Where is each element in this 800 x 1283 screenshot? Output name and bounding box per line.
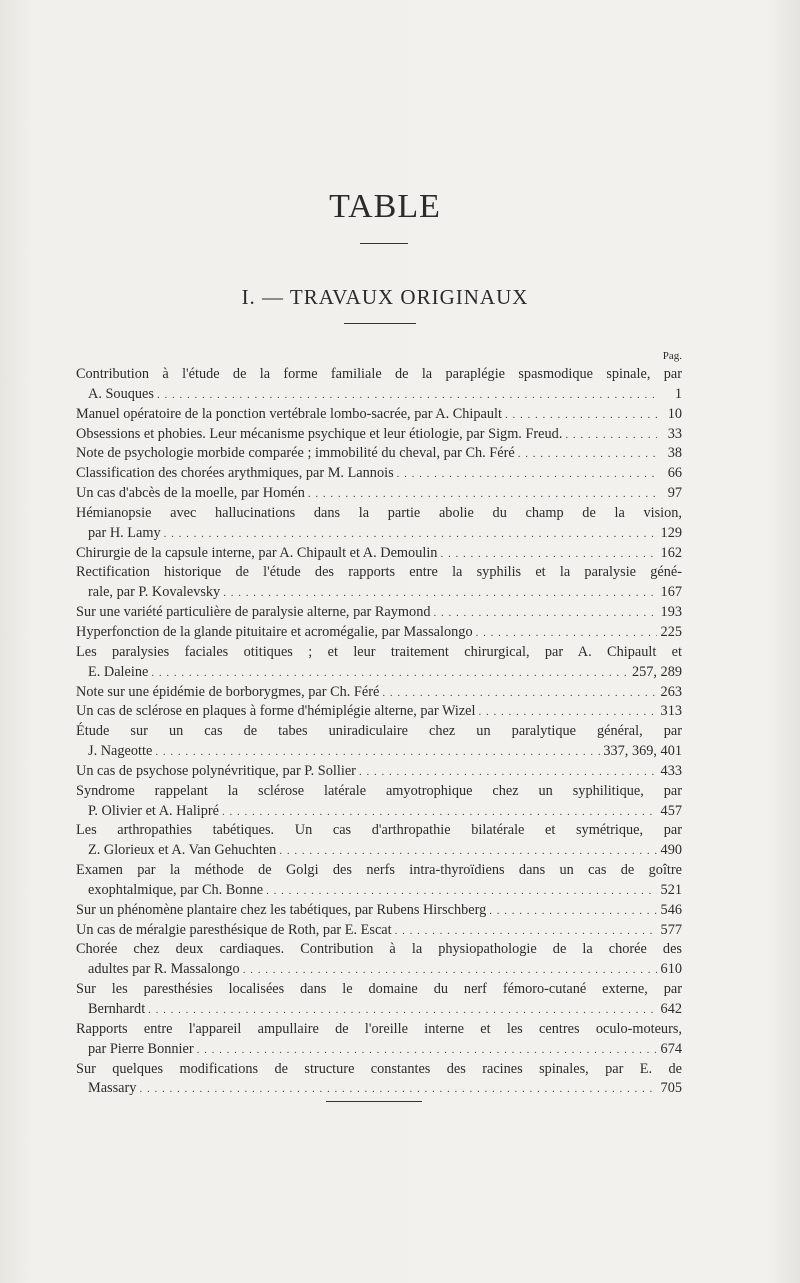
- end-divider: [326, 1101, 422, 1102]
- section-title: I. — TRAVAUX ORIGINAUX: [241, 285, 529, 309]
- toc-entry-line: [76, 683, 682, 703]
- toc-page-number: 457: [660, 802, 682, 819]
- toc-entry-line: [76, 663, 682, 683]
- leader-dots: [164, 525, 657, 545]
- leader-dots: [518, 445, 657, 465]
- toc-entry-line: [76, 1040, 682, 1060]
- toc-page-number: 433: [660, 762, 682, 779]
- leader-dots: [395, 922, 657, 942]
- toc-entry-line: [76, 1079, 682, 1099]
- toc-entry-text: Bernhardt: [88, 1001, 146, 1017]
- table-of-contents: [76, 365, 682, 1099]
- toc-entry-line: [76, 762, 682, 782]
- toc-entry-line: [76, 385, 682, 405]
- toc-page-number: 10: [667, 405, 682, 422]
- toc-entry-text: Sur un phénomène plantaire chez les tabétiques, par Rubens Hirschberg: [76, 901, 487, 918]
- toc-entry-line: [76, 484, 682, 504]
- toc-entry-text: Un cas de psychose polynévritique, par P. Sollier: [76, 762, 356, 779]
- toc-entry-text: Note sur une épidémie de borborygmes, par Ch. Féré: [76, 683, 380, 700]
- toc-entry-text: Rapports entre l'appareil ampullaire de l'oreille interne et les centres oculo-moteurs,: [76, 1020, 682, 1037]
- toc-page-number: 705: [660, 1080, 682, 1097]
- toc-entry-text: Obsessions et phobies. Leur mécanisme psychique et leur étiologie, par Sigm. Freud.: [76, 425, 563, 442]
- toc-entry-line: [76, 861, 682, 881]
- toc-entry-text: Hyperfonction de la glande pituitaire et acromégalie, par Massalongo: [76, 623, 473, 640]
- leader-dots: [139, 1080, 657, 1100]
- leader-dots: [223, 584, 657, 604]
- toc-entry-line: [76, 940, 682, 960]
- toc-entry-line: [76, 841, 682, 861]
- toc-entry-text: E. Daleine: [88, 663, 149, 680]
- toc-entry-line: [76, 563, 682, 583]
- toc-entry-line: [76, 881, 682, 901]
- leader-dots: [476, 624, 657, 644]
- leader-dots: [565, 426, 657, 446]
- toc-page-number: 577: [660, 921, 682, 938]
- toc-page-number: 490: [660, 842, 682, 859]
- toc-entry-text: rale, par P. Kovalevsky: [88, 584, 221, 601]
- toc-entry-line: [76, 603, 682, 623]
- leader-dots: [479, 703, 658, 723]
- leader-dots: [157, 386, 657, 406]
- toc-page-number: 674: [660, 1040, 682, 1057]
- toc-entry-line: [76, 821, 682, 841]
- leader-dots: [489, 902, 657, 922]
- toc-entry-line: [76, 1020, 682, 1040]
- leader-dots: [266, 882, 657, 902]
- toc-entry-line: [76, 980, 682, 1000]
- toc-entry-text: Sur les paresthésies localisées dans le domaine du nerf fémoro-cutané externe, par: [76, 981, 682, 998]
- toc-entry-text: Étude sur un cas de tabes uniradiculaire chez un paralytique général, par: [76, 723, 682, 740]
- leader-dots: [243, 961, 657, 981]
- toc-entry-text: exophtalmique, par Ch. Bonne: [88, 881, 264, 898]
- toc-entry-line: [76, 464, 682, 484]
- toc-entry-line: [76, 742, 682, 762]
- leader-dots: [440, 545, 657, 565]
- toc-entry-text: Sur une variété particulière de paralysie alterne, par Raymond: [76, 604, 431, 621]
- toc-entry-line: [76, 544, 682, 564]
- toc-entry-line: [76, 921, 682, 941]
- toc-entry-text: J. Nageotte: [88, 743, 153, 760]
- toc-entry-text: par Pierre Bonnier: [88, 1040, 194, 1057]
- toc-entry-line: [76, 365, 682, 385]
- toc-entry-line: [76, 524, 682, 544]
- leader-dots: [279, 842, 657, 862]
- toc-entry-line: [76, 901, 682, 921]
- toc-page-number: 313: [660, 703, 682, 720]
- toc-entry-line: [76, 702, 682, 722]
- toc-entry-line: [76, 960, 682, 980]
- toc-page-number: 225: [660, 623, 682, 640]
- toc-entry-text: Les arthropathies tabétiques. Un cas d'arthropathie bilatérale et symétrique, par: [76, 822, 682, 839]
- toc-entry-line: [76, 722, 682, 742]
- toc-entry-text: Massary: [88, 1080, 137, 1097]
- toc-page-number: 66: [667, 465, 682, 482]
- toc-entry-line: [76, 802, 682, 822]
- toc-page-number: 193: [660, 604, 682, 621]
- toc-entry-line: [76, 504, 682, 524]
- toc-entry-text: Rectification historique de l'étude des rapports entre la syphilis et la paralysie géné-: [76, 564, 682, 581]
- toc-entry-line: [76, 643, 682, 663]
- toc-entry-line: [76, 782, 682, 802]
- leader-dots: [197, 1041, 657, 1061]
- toc-entry-text: Contribution à l'étude de la forme familiale de la paraplégie spasmodique spinale, par: [76, 366, 682, 382]
- toc-entry-line: [76, 405, 682, 425]
- toc-page-number: 129: [660, 524, 682, 541]
- toc-entry-text: Z. Glorieux et A. Van Gehuchten: [88, 842, 277, 859]
- toc-page-number: 167: [660, 584, 682, 601]
- toc-page-number: 33: [667, 425, 682, 442]
- toc-entry-line: [76, 1060, 682, 1080]
- toc-page-number: 610: [660, 961, 682, 978]
- toc-entry-text: P. Olivier et A. Halipré: [88, 802, 220, 819]
- toc-entry-text: Un cas de sclérose en plaques à forme d'hémiplégie alterne, par Wizel: [76, 703, 476, 720]
- leader-dots: [359, 763, 657, 783]
- page-title: TABLE: [329, 188, 441, 225]
- toc-entry-line: [76, 583, 682, 603]
- toc-entry-text: Chorée chez deux cardiaques. Contribution à la physiopathologie de la chorée des: [76, 941, 682, 958]
- toc-page-number: 38: [667, 445, 682, 462]
- leader-dots: [397, 465, 657, 485]
- title-divider: [360, 243, 408, 244]
- toc-entry-text: Sur quelques modifications de structure constantes des racines spinales, par E. de: [76, 1060, 682, 1077]
- toc-entry-text: Un cas d'abcès de la moelle, par Homén: [76, 485, 305, 502]
- toc-entry-line: [76, 623, 682, 643]
- leader-dots: [155, 743, 600, 763]
- toc-page-number: 257, 289: [631, 663, 682, 680]
- toc-entry-line: [76, 444, 682, 464]
- toc-page-number: 546: [660, 901, 682, 918]
- leader-dots: [308, 485, 657, 505]
- section-divider: [344, 323, 416, 324]
- toc-entry-text: A. Souques: [88, 385, 154, 402]
- leader-dots: [222, 803, 657, 823]
- page-column-label: Pag.: [662, 350, 682, 362]
- toc-page-number: 337, 369, 401: [603, 743, 682, 760]
- toc-page-number: 263: [660, 683, 682, 700]
- toc-entry-text: Les paralysies faciales otitiques ; et leur traitement chirurgical, par A. Chipault et: [76, 643, 682, 660]
- toc-entry-text: Examen par la méthode de Golgi des nerfs intra-thyroïdiens dans un cas de goître: [76, 862, 682, 879]
- toc-page-number: 162: [660, 544, 682, 561]
- leader-dots: [151, 664, 629, 684]
- toc-entry-line: [76, 1000, 682, 1020]
- leader-dots: [505, 406, 657, 426]
- toc-entry-text: Classification des chorées arythmiques, par M. Lannois: [76, 465, 394, 482]
- leader-dots: [148, 1001, 657, 1021]
- toc-page-number: 642: [660, 1001, 682, 1017]
- toc-entry-text: Syndrome rappelant la sclérose latérale amyotrophique chez un syphilitique, par: [76, 782, 682, 799]
- toc-entry-text: Note de psychologie morbide comparée ; immobilité du cheval, par Ch. Féré: [76, 445, 515, 462]
- toc-page-number: 97: [667, 485, 682, 502]
- toc-page-number: 1: [674, 385, 682, 402]
- leader-dots: [434, 604, 658, 624]
- toc-entry-text: par H. Lamy: [88, 524, 161, 541]
- toc-entry-line: [76, 425, 682, 445]
- leader-dots: [382, 684, 657, 704]
- toc-entry-text: Un cas de méralgie paresthésique de Roth, par E. Escat: [76, 921, 392, 938]
- toc-entry-text: adultes par R. Massalongo: [88, 961, 240, 978]
- toc-entry-text: Hémianopsie avec hallucinations dans la partie abolie du champ de la vision,: [76, 504, 682, 521]
- toc-entry-text: Chirurgie de la capsule interne, par A. Chipault et A. Demoulin: [76, 544, 438, 561]
- toc-page-number: 521: [660, 881, 682, 898]
- toc-entry-text: Manuel opératoire de la ponction vertébrale lombo-sacrée, par A. Chipault: [76, 405, 502, 422]
